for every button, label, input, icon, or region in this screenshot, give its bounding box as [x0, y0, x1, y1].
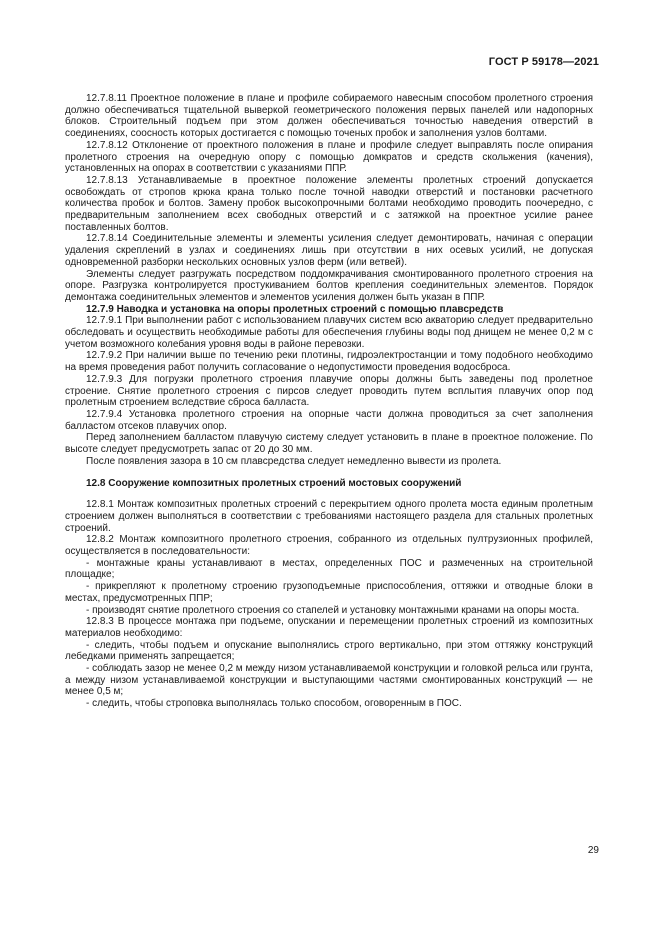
- list-item: - прикрепляют к пролетному строению грузоподъемные приспособления, оттяжки и отводные блоки в местах, предусмотренных ППР;: [65, 581, 593, 604]
- paragraph-12-7-8-12: 12.7.8.12 Отклонение от проектного положения в плане и профиле следует выправлять после опирания пролетного строения на очередную опору с помощью домкратов и средств скольжения (качения), установленных на опорах в соответствии с указаниями ППР.: [65, 139, 593, 175]
- paragraph-12-7-9-1: 12.7.9.1 При выполнении работ с использованием плавучих систем всю акваторию следует предварительно обследовать и осуществить необходимые работы для обеспечения глубины воды под днищем не менее 0,2 м с учетом возможного колебания уровня воды в районе перевозки.: [65, 315, 593, 350]
- paragraph-12-7-9-4: 12.7.9.4 Установка пролетного строения на опорные части должна проводиться за счет заполнения балластом отсеков плавучих опор.: [65, 408, 593, 432]
- paragraph-unloading: Элементы следует разгружать посредством поддомкрачивания смонтированного пролетного строения на опоре. Разгрузка контролируется простукиванием болтов крепления соединительных элементов. Порядок демонтажа соединительных элементов и элементов усиления должен быть указан в ППР.: [65, 268, 593, 303]
- list-item: - монтажные краны устанавливают в местах, определенных ПОС и размеченных на строительной площадке;: [65, 557, 593, 581]
- paragraph-12-8-2: 12.8.2 Монтаж композитного пролетного строения, собранного из отдельных пултрузионных профилей, осуществляется в последовательности:: [65, 534, 593, 558]
- page-body: [65, 93, 593, 710]
- list-item: - следить, чтобы строповка выполнялась только способом, оговоренным в ПОС.: [86, 698, 462, 710]
- paragraph-12-7-8-13: 12.7.8.13 Устанавливаемые в проектное положение элементы пролетных строений допускается освобождать от стропов крюка крана только после точной наводки отверстий и постановки расчетного количества пробок и болтов. Замену пробок высокопрочными болтами необходимо проводить поочередно, с предварительным заполнением всех свободных отверстий и с затяжкой на проектное усилие ранее поставленных болтов.: [65, 174, 593, 233]
- list-item: - производят снятие пролетного строения со стапелей и установку монтажными кранами на опоры моста.: [86, 604, 580, 616]
- paragraph-ballast-position: Перед заполнением балластом плавучую систему следует установить в плане в проектное положение. По высоте следует предусмотреть запас от 20 до 30 мм.: [65, 432, 593, 456]
- paragraph-12-7-8-11: 12.7.8.11 Проектное положение в плане и профиле собираемого навесным способом пролетного строения должно обеспечиваться тщательной выверкой геометрического положения первых панелей или надопорных блоков. Строительный подъем при этом должен обеспечиваться точностью наведения отверстий в соединениях, соосность которых достигается с помощью точеных пробок и заполнения узлов болтами.: [65, 93, 593, 140]
- list-item: - соблюдать зазор не менее 0,2 м между низом устанавливаемой конструкции и головкой рельса или грунта, а между низом устанавливаемой конструкции и выступающими частями смонтированных конструкций — не менее 0,5 м;: [65, 663, 593, 698]
- paragraph-12-7-9-2: 12.7.9.2 При наличии выше по течению реки плотины, гидроэлектростанции и тому подобного необходимо на время проведения работ получить согласование о недопустимости проведения водосброса.: [65, 350, 593, 374]
- paragraph-12-8-3: 12.8.3 В процессе монтажа при подъеме, опускании и перемещении пролетных строений из композитных материалов необходимо:: [65, 616, 593, 639]
- list-item: - следить, чтобы подъем и опускание выполнялись строго вертикально, при этом оттяжку конструкций лебедками применять запрещается;: [65, 639, 593, 663]
- section-heading-12-8: 12.8 Сооружение композитных пролетных строений мостовых сооружений: [86, 477, 462, 489]
- document-header: ГОСТ Р 59178—2021: [488, 56, 599, 68]
- paragraph-gap-removal: После появления зазора в 10 см плавсредства следует немедленно вывести из пролета.: [86, 455, 502, 467]
- paragraph-12-7-8-14: 12.7.8.14 Соединительные элементы и элементы усиления следует демонтировать, начиная с операции удаления скреплений в узлах и соединениях лишь при отсутствии в них осевых усилий, не допуская одновременной разборки нескольких основных узлов ферм (или ветвей).: [65, 233, 593, 268]
- paragraph-12-8-1: 12.8.1 Монтаж композитных пролетных строений с перекрытием одного пролета моста единым пролетным строением должен выполняться в соответствии с требованиями настоящего раздела для стальных пролетных строений.: [65, 499, 593, 534]
- paragraph-12-7-9-3: 12.7.9.3 Для погрузки пролетного строения плавучие опоры должны быть заведены под пролетное строение. Снятие пролетного строения с пирсов следует проводить путем всплытия плавучих опор под пролетным строением вследствие сброса балласта.: [65, 373, 593, 409]
- section-heading-12-7-9: 12.7.9 Наводка и установка на опоры пролетных строений с помощью плавсредств: [86, 303, 504, 315]
- page-number: 29: [587, 845, 599, 856]
